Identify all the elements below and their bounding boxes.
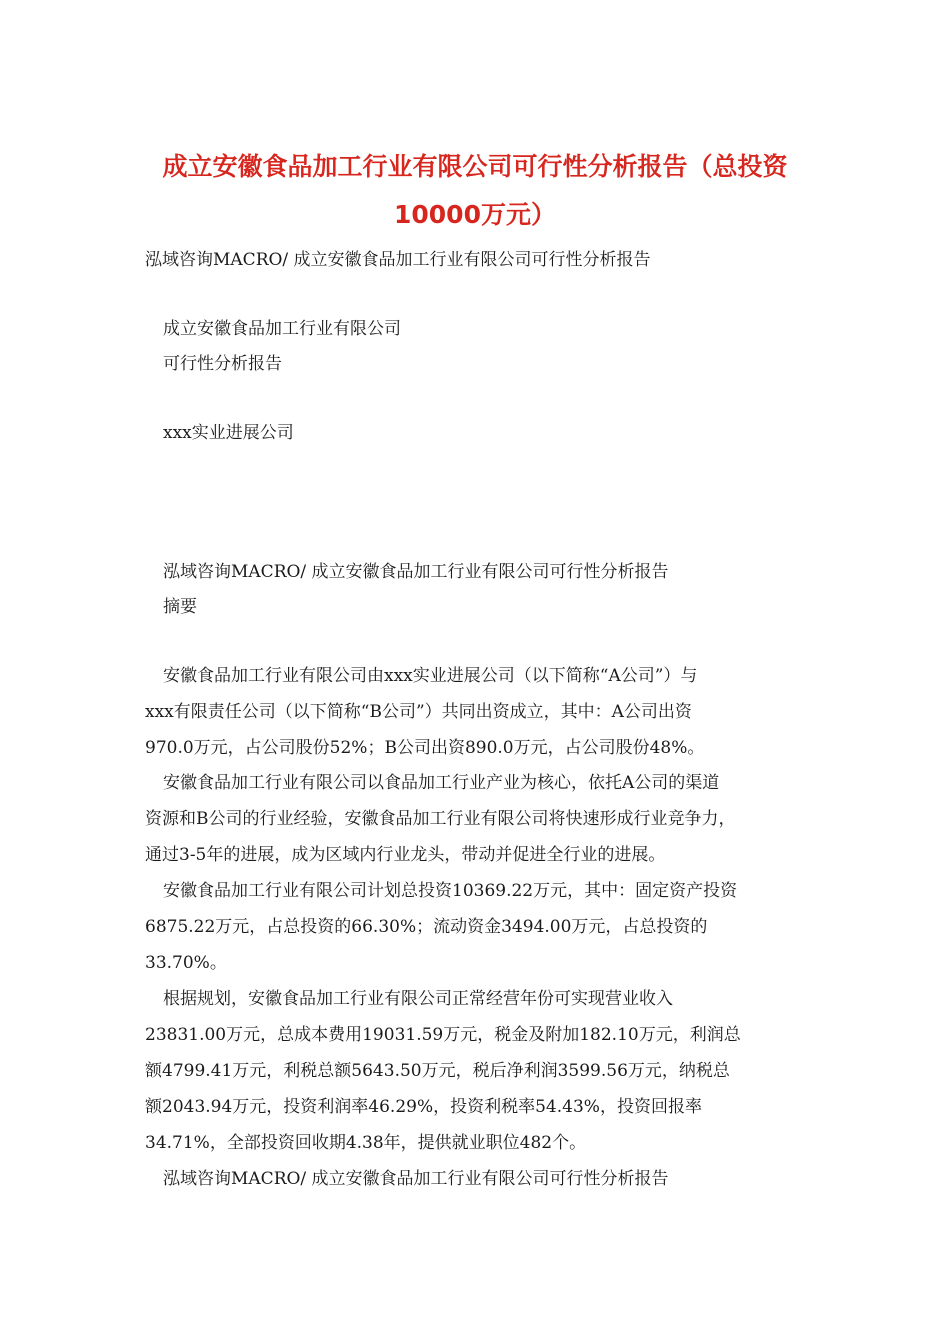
header-line: 泓域咨询MACRO/ 成立安徽食品加工行业有限公司可行性分析报告 (145, 250, 651, 270)
document-title-line-1: 成立安徽食品加工行业有限公司可行性分析报告（总投资 (162, 152, 788, 181)
document-title-line-2: 10000万元） (394, 200, 556, 229)
paragraph-2-line-3: 通过3-5年的进展，成为区域内行业龙头，带动并促进全行业的进展。 (145, 845, 666, 865)
paragraph-4-line-3: 额4799.41万元，利税总额5643.50万元，税后净利润3599.56万元，纳税总 (145, 1061, 730, 1081)
paragraph-4-line-1: 根据规划，安徽食品加工行业有限公司正常经营年份可实现营业收入 (163, 989, 673, 1009)
paragraph-1-line-2: xxx有限责任公司（以下简称“B公司”）共同出资成立，其中：A公司出资 (145, 702, 692, 722)
cover-report-type: 可行性分析报告 (163, 354, 282, 374)
cover-company-name: 成立安徽食品加工行业有限公司 (163, 319, 401, 339)
section-header: 泓域咨询MACRO/ 成立安徽食品加工行业有限公司可行性分析报告 (163, 562, 669, 582)
paragraph-4-line-2: 23831.00万元，总成本费用19031.59万元，税金及附加182.10万元，利润总 (145, 1025, 741, 1045)
paragraph-1-line-3: 970.0万元，占公司股份52%；B公司出资890.0万元，占公司股份48%。 (145, 738, 705, 758)
cover-issuer: xxx实业进展公司 (163, 423, 294, 443)
paragraph-2-line-1: 安徽食品加工行业有限公司以食品加工行业产业为核心，依托A公司的渠道 (163, 773, 720, 793)
paragraph-3-line-2: 6875.22万元，占总投资的66.30%；流动资金3494.00万元，占总投资的 (145, 917, 708, 937)
paragraph-1-line-1: 安徽食品加工行业有限公司由xxx实业进展公司（以下简称“A公司”）与 (163, 666, 698, 686)
paragraph-4-line-5: 34.71%，全部投资回收期4.38年，提供就业职位482个。 (145, 1133, 587, 1153)
footer-line: 泓域咨询MACRO/ 成立安徽食品加工行业有限公司可行性分析报告 (163, 1169, 669, 1189)
paragraph-2-line-2: 资源和B公司的行业经验，安徽食品加工行业有限公司将快速形成行业竞争力， (145, 809, 736, 829)
paragraph-3-line-1: 安徽食品加工行业有限公司计划总投资10369.22万元，其中：固定资产投资 (163, 881, 738, 901)
paragraph-3-line-3: 33.70%。 (145, 953, 227, 973)
abstract-heading: 摘要 (163, 597, 197, 617)
paragraph-4-line-4: 额2043.94万元，投资利润率46.29%，投资利税率54.43%，投资回报率 (145, 1097, 702, 1117)
